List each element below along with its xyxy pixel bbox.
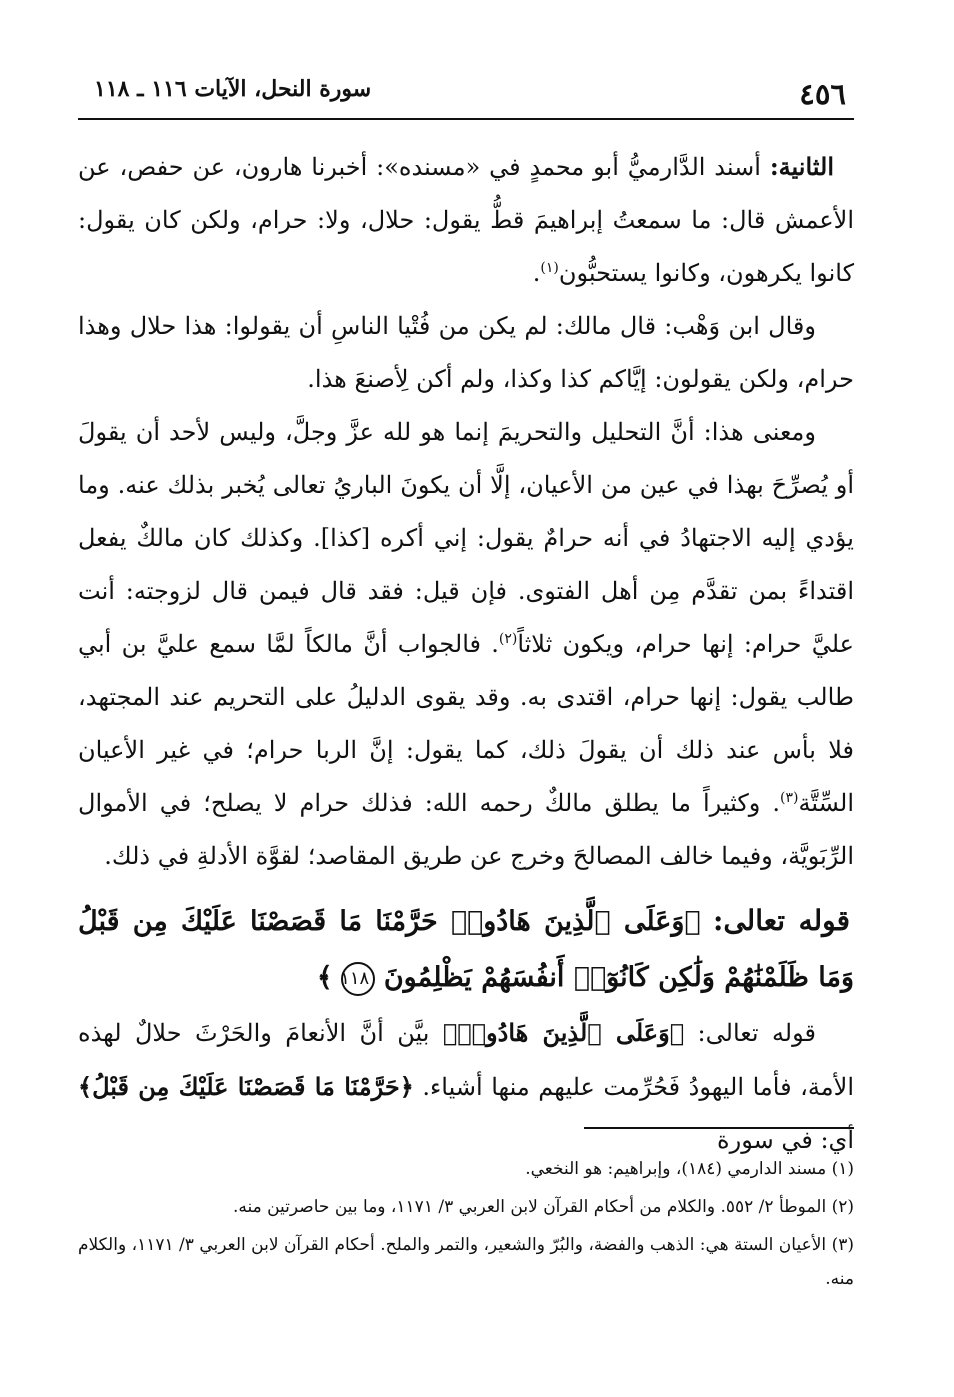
running-header <box>78 62 854 120</box>
paragraph-text-end: . <box>532 259 541 287</box>
paragraph-4 <box>78 1006 854 1167</box>
main-text <box>78 140 854 1167</box>
paragraph-text: بيَّن أنَّ الأنعامَ والحَرْثَ حلالٌ لهذه الأمة، فأما اليهودُ فَحُرِّمت عليهم منها أشياء. <box>78 1019 854 1101</box>
quran-verse: ﴿وَعَلَى ٱلَّذِينَ هَادُوا۟ حَرَّمْنَا مَا قَصَصْنَا عَلَيْكَ مِن قَبْلُ وَمَا ظَلَمْنَٰهُمْ وَلَٰكِن كَانُوٓا۟ أَنفُسَهُمْ يَظْلِمُونَ <box>78 906 854 993</box>
verse-heading <box>78 893 854 1006</box>
paragraph-text: أسند الدَّارميُّ أبو محمدٍ في «مسنده»: أخبرنا هارون، عن حفص، عن الأعمش قال: ما سمعتُ إبراهيمَ قطُّ يقول: حلال، ولا: حرام، ولكن كان يقول: كانوا يكرهون، وكانوا يستحبُّون <box>78 153 854 287</box>
footnote-separator <box>584 1127 854 1129</box>
book-page <box>78 62 854 1362</box>
quran-quote: ﴿حَرَّمْنَا مَا قَصَصْنَا عَلَيْكَ مِن قَبْلُ﴾ <box>78 1072 414 1101</box>
paragraph-text: ومعنى هذا: أنَّ التحليل والتحريمَ إنما هو لله عزَّ وجلَّ، وليس لأحد أن يقولَ أو يُصرِّحَ بهذا في عين من الأعيان، إلَّا أن يكونَ الباريُ تعالى يُخبر بذلك عنه. وما يؤدي إليه الاجتهادُ في أنه حرامٌ يقول: إني أكره [كذا]. وكذلك كان مالكٌ يفعل اقتداءً بمن تقدَّم مِن أهل الفتوى. فإن قيل: فقد قال فيمن قال لزوجته: أنت عليَّ حرام: إنها حرام، ويكون ثلاثاً <box>78 418 855 658</box>
verse-number-marker: ١١٨ <box>341 962 375 996</box>
paragraph-text: قوله تعالى: <box>697 1019 816 1047</box>
quran-quote: ﴿وَعَلَى ٱلَّذِينَ هَادُوا۟﴾ <box>442 1018 685 1047</box>
page-number: ٤٥٦ <box>799 77 846 111</box>
paragraph-1 <box>78 140 854 300</box>
paragraph-2 <box>78 300 854 406</box>
footnotes <box>78 1152 854 1300</box>
footnote-2: (٢) الموطأ ٢/ ٥٥٢. والكلام من أحكام القرآن لابن العربي ٣/ ١١٧١، وما بين حاصرتين منه. <box>232 1197 854 1217</box>
verse-lead: قوله تعالى: <box>713 904 850 937</box>
paragraph-3 <box>78 406 854 883</box>
footnote-3: (٣) الأعيان الستة هي: الذهب والفضة، والبُرّ والشعير، والتمر والملح. أحكام القرآن لابن العربي ٣/ ١١٧١، والكلام منه. <box>78 1235 854 1289</box>
footnote-ref-1[interactable]: (١) <box>540 260 559 276</box>
footnote-ref-2[interactable]: (٢) <box>498 631 518 647</box>
paragraph-text: وقال ابن وَهْب: قال مالك: لم يكن من فُتْيا الناسِ أن يقولوا: هذا حلال وهذا حرام، ولكن يقولون: إيَّاكم كذا وكذا، ولم أكن لِأصنعَ هذا. <box>78 312 854 393</box>
footnote-ref-3[interactable]: (٣) <box>780 790 799 806</box>
paragraph-lead: الثانية: <box>769 152 834 181</box>
paragraph-text: . فالجواب أنَّ مالكاً لمَّا سمع عليَّ بن أبي طالب يقول: إنها حرام، اقتدى به. وقد يقوى الدليلُ على التحريم عند المجتهد، فلا بأس عند ذلك أن يقولَ ذلك، كما يقول: إنَّ الربا حرام؛ في غير الأعيان السِّتَّة <box>78 630 854 817</box>
verse-close-bracket: ﴾ <box>316 962 333 993</box>
paragraph-text: أي: في سورة <box>717 1126 854 1154</box>
surah-title: سورة النحل، الآيات ١١٦ ـ ١١٨ <box>94 76 372 102</box>
footnote-1: (١) مسند الدارمي (١٨٤)، وإبراهيم: هو النخعي. <box>525 1159 854 1179</box>
paragraph-text: . وكثيراً ما يطلق مالكٌ رحمه الله: فذلك حرام لا يصلح؛ في الأموال الرِّبَويَّة، وفيما خالف المصالحَ وخرج عن طريق المقاصد؛ لقوَّة الأدلةِ في ذلك. <box>78 789 854 870</box>
